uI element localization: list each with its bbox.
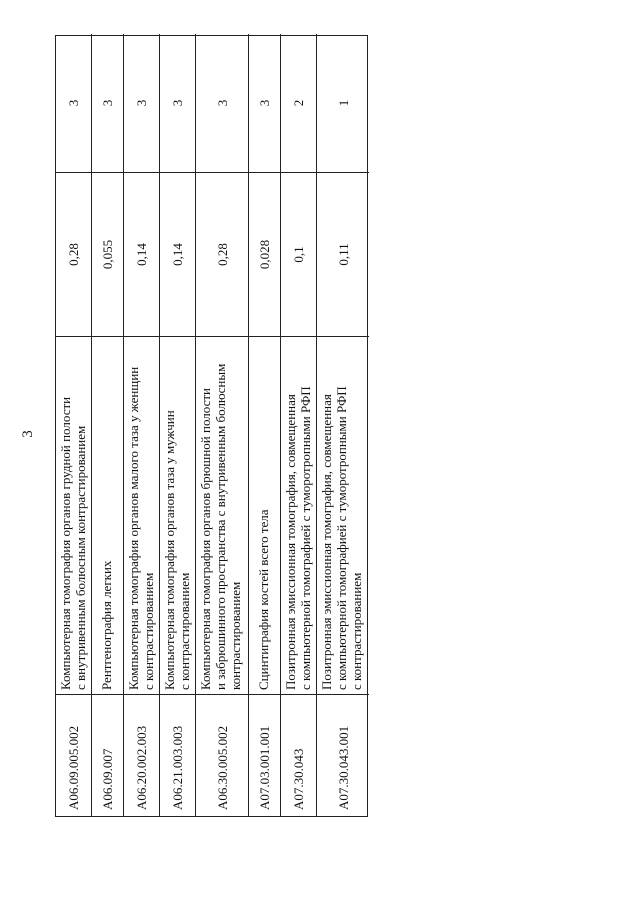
service-code: A06.21.003.003	[160, 694, 195, 816]
multiplicity-value: 3	[170, 99, 185, 107]
table-row	[160, 34, 196, 816]
table-row	[249, 34, 281, 816]
table-row	[196, 34, 249, 816]
service-code: A06.09.007	[92, 694, 123, 816]
service-name: Компьютерная томография органов таза у мужчин с контрастированием	[160, 336, 195, 694]
multiplicity-value: 3	[214, 99, 230, 107]
frequency-value: 0,28	[196, 172, 248, 336]
frequency-value: 0,28	[56, 172, 91, 336]
service-code: A07.30.043	[281, 694, 316, 816]
service-name: Компьютерная томография органов малого таза у женщин с контрастированием	[124, 336, 159, 694]
frequency-value: 0,11	[317, 172, 369, 336]
frequency-value: 0,028	[249, 172, 280, 336]
multiplicity-value: 3	[257, 99, 272, 107]
service-code: A06.30.005.002	[196, 694, 248, 816]
multiplicity-value: 2	[291, 99, 306, 107]
page-number: 3	[20, 430, 36, 438]
service-name: Позитронная эмиссионная томография, совмещенная с компьютерной томографией с туморотропными РФП	[281, 336, 316, 694]
table-row	[92, 34, 124, 816]
table-row	[124, 34, 160, 816]
service-code: A07.30.043.001	[317, 694, 369, 816]
frequency-value: 0,055	[92, 172, 123, 336]
multiplicity-value: 3	[100, 99, 115, 107]
table-row	[317, 34, 369, 816]
table-row	[281, 34, 317, 816]
service-name: Позитронная эмиссионная томография, совмещенная с компьютерной томографией с туморотропными РФП с контрастированием	[317, 336, 369, 694]
multiplicity-value: 3	[66, 99, 81, 107]
service-name: Рентгенография легких	[92, 336, 123, 694]
service-code: A06.09.005.002	[56, 694, 91, 816]
multiplicity-value: 1	[335, 99, 351, 107]
frequency-value: 0,14	[124, 172, 159, 336]
services-table	[55, 35, 368, 817]
service-name: Компьютерная томография органов брюшной полости и забрюшинного пространства с внутривенным болюсным контрастированием	[196, 336, 248, 694]
service-name: Сцинтиграфия костей всего тела	[249, 336, 280, 694]
frequency-value: 0,14	[160, 172, 195, 336]
multiplicity-value: 3	[134, 99, 149, 107]
service-code: A06.20.002.003	[124, 694, 159, 816]
service-name: Компьютерная томография органов грудной полости с внутривенным болюсным контрастированием	[56, 336, 91, 694]
service-code: A07.03.001.001	[249, 694, 280, 816]
table-wrapper	[55, 35, 368, 817]
frequency-value: 0,1	[281, 172, 316, 336]
table-row	[56, 34, 92, 816]
